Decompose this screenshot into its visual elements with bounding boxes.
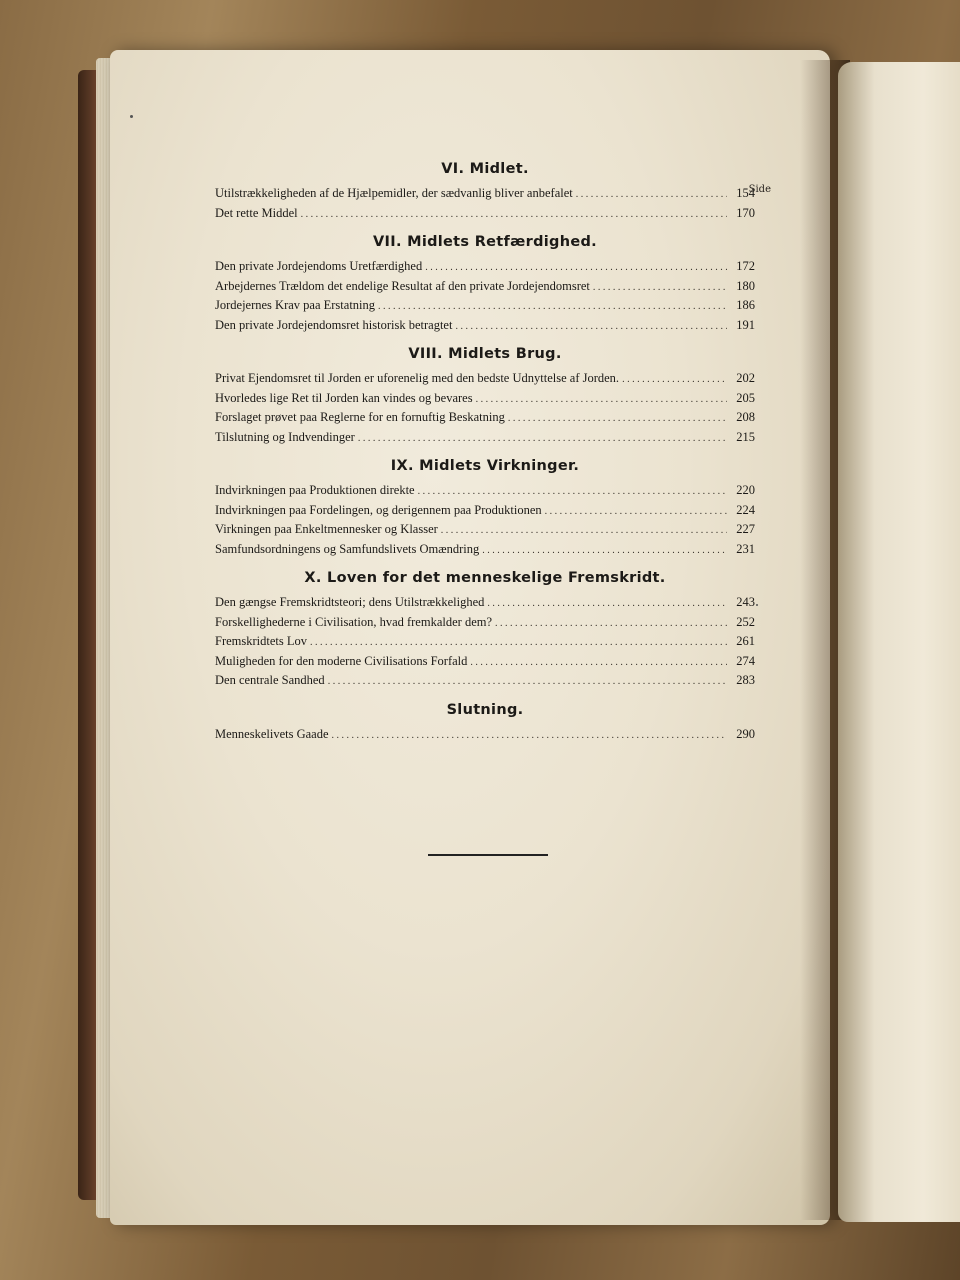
toc-entry <box>215 277 755 297</box>
toc-entry <box>215 593 755 613</box>
entry-page-number: 261 <box>736 634 755 648</box>
side-label: Side <box>748 184 771 195</box>
section-heading: Slutning. <box>446 701 524 718</box>
toc-entry <box>215 204 755 224</box>
toc-entry <box>215 613 755 633</box>
entry-title: Indvirkningen paa Produktionen direkte <box>215 483 415 497</box>
entry-page-number: 191 <box>736 317 755 332</box>
entry-title: Samfundsordningens og Samfundslivets Omændring <box>215 541 480 556</box>
entry-page-number: 170 <box>736 205 755 220</box>
entry-title: Arbejdernes Trældom det endelige Resultat af den private Jordejendomsret <box>215 278 590 293</box>
page-speck <box>756 604 758 606</box>
entry-title: Muligheden for den moderne Civilisations Forfald <box>215 653 468 668</box>
leader-dots <box>476 390 727 410</box>
entry-title: Den gængse Fremskridtsteori; dens Utilstrækkelighed <box>215 595 485 609</box>
toc-entry <box>215 389 755 409</box>
entry-page-number: 208 <box>736 410 755 424</box>
toc-section <box>215 569 755 691</box>
leader-dots <box>593 278 727 298</box>
entry-title: Tilslutning og Indvendinger <box>215 429 355 444</box>
section-spacer <box>215 223 755 233</box>
leader-dots <box>301 205 727 225</box>
toc-entry <box>215 540 755 560</box>
toc-section <box>215 233 755 335</box>
leader-dots <box>310 633 727 653</box>
entry-title: Forskellighederne i Civilisation, hvad fremkalder dem? <box>215 614 493 629</box>
leader-dots <box>358 429 727 449</box>
toc-entry <box>215 369 755 389</box>
toc-entry <box>215 184 755 204</box>
section-heading: X. Loven for det menneskelige Fremskridt. <box>304 570 666 586</box>
leader-dots <box>418 482 727 502</box>
entry-title: Jordejernes Krav paa Erstatning <box>215 298 376 312</box>
entry-title: Utilstrækkeligheden af de Hjælpemidler, der sædvanlig bliver anbefalet <box>215 186 573 200</box>
toc-section <box>215 457 755 559</box>
entry-title: Hvorledes lige Ret til Jorden kan vindes og bevares <box>215 390 473 405</box>
toc-entry <box>215 501 755 521</box>
toc-section <box>215 701 755 745</box>
leader-dots <box>455 317 727 337</box>
entry-title: Den private Jordejendomsret historisk betragtet <box>215 317 453 332</box>
toc-entry <box>215 428 755 448</box>
leader-dots <box>470 653 727 673</box>
entry-title: Menneskelivets Gaade <box>215 726 329 741</box>
leader-dots <box>441 521 727 541</box>
toc-entry <box>215 725 755 745</box>
entry-page-number: 220 <box>736 483 755 497</box>
table-of-contents <box>215 160 771 744</box>
section-heading: VIII. Midlets Brug. <box>408 346 562 362</box>
toc-entry <box>215 481 755 501</box>
entry-page-number: 290 <box>736 726 755 741</box>
entry-page-number: 180 <box>736 278 755 293</box>
section-spacer <box>215 559 755 569</box>
section-heading: VII. Midlets Retfærdighed. <box>373 234 597 250</box>
leader-dots <box>576 185 727 205</box>
leader-dots <box>495 614 727 634</box>
entry-title: Indvirkningen paa Fordelingen, og derigennem paa Produktionen <box>215 502 542 517</box>
toc-section <box>215 160 755 223</box>
entry-page-number: 227 <box>736 522 755 536</box>
section-spacer <box>215 335 755 345</box>
entry-page-number: 243 <box>736 595 755 609</box>
entry-title: Den private Jordejendoms Uretfærdighed <box>215 259 423 273</box>
entry-page-number: 224 <box>736 502 755 517</box>
section-spacer <box>215 691 755 701</box>
toc-entry <box>215 632 755 652</box>
toc-entry <box>215 652 755 672</box>
section-heading: IX. Midlets Virkninger. <box>390 458 580 474</box>
leader-dots <box>487 594 727 614</box>
facing-page <box>838 62 960 1222</box>
entry-page-number: 186 <box>736 298 755 312</box>
leader-dots <box>545 502 727 522</box>
entry-page-number: 205 <box>736 390 755 405</box>
section-heading: VI. Midlet. <box>441 161 529 177</box>
entry-page-number: 252 <box>736 614 755 629</box>
leader-dots <box>622 370 727 390</box>
closing-rule <box>428 854 548 856</box>
entry-title: Virkningen paa Enkeltmennesker og Klasser <box>215 522 438 536</box>
toc-entry <box>215 671 755 691</box>
section-spacer <box>215 447 755 457</box>
leader-dots <box>425 258 727 278</box>
toc-entry <box>215 296 755 316</box>
entry-page-number: 215 <box>736 429 755 444</box>
toc-entry <box>215 408 755 428</box>
toc-entry <box>215 520 755 540</box>
entry-title: Fremskridtets Lov <box>215 634 308 648</box>
entry-title: Forslaget prøvet paa Reglerne for en fornuftig Beskatning <box>215 410 505 424</box>
leader-dots <box>332 726 727 746</box>
entry-page-number: 172 <box>736 259 755 273</box>
entry-title: Privat Ejendomsret til Jorden er uforenelig med den bedste Udnyttelse af Jorden. <box>215 371 620 385</box>
entry-title: Den centrale Sandhed <box>215 673 325 687</box>
entry-page-number: 154 <box>736 186 755 200</box>
entry-page-number: 283 <box>736 673 755 687</box>
entry-page-number: 274 <box>736 653 755 668</box>
leader-dots <box>508 409 727 429</box>
toc-section <box>215 345 755 447</box>
entry-page-number: 231 <box>736 541 755 556</box>
toc-entry <box>215 257 755 277</box>
toc-entry <box>215 316 755 336</box>
leader-dots <box>378 297 727 317</box>
entry-page-number: 202 <box>736 371 755 385</box>
page-speck <box>130 115 133 118</box>
leader-dots <box>482 541 727 561</box>
leader-dots <box>328 672 727 692</box>
entry-title: Det rette Middel <box>215 205 298 220</box>
